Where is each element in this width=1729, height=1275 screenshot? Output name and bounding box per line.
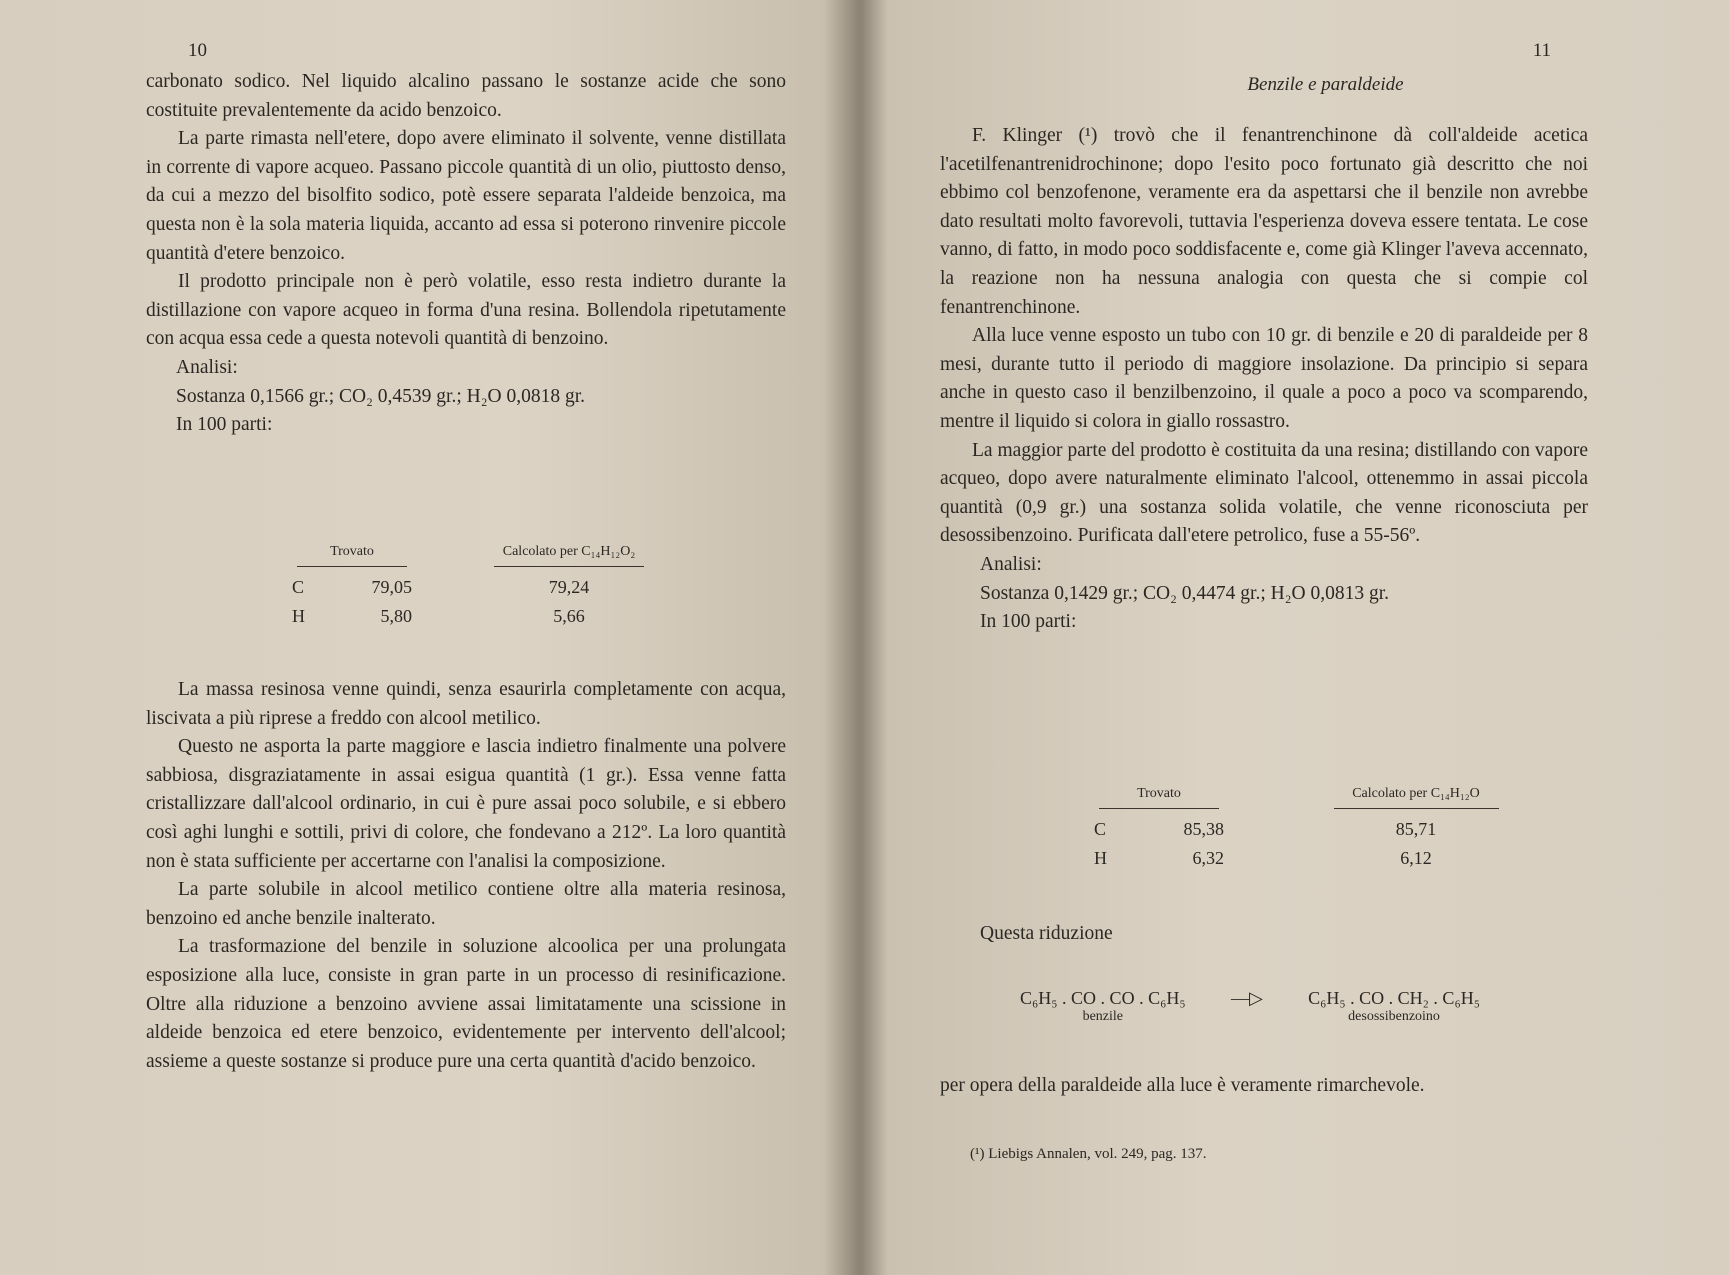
right-text-block-1: [940, 122, 1588, 637]
results-table-right: [1086, 782, 1514, 873]
equation-left: C₆H₅ . CO . CO . C₆H₅: [1020, 988, 1186, 1008]
calc-cell: 79,24: [548, 577, 590, 597]
reaction-arrow-icon: —▷: [1230, 988, 1263, 1008]
equation-right-label: desossibenzoino: [1348, 1009, 1440, 1024]
found-cell: 85,38: [1183, 819, 1224, 839]
analisi-label: Analisi:: [980, 553, 1042, 575]
calcolato-header: Calcolato per C₁₄H₁₂O₂: [502, 544, 636, 559]
paragraph: La massa resinosa venne quindi, senza esaurirla completamente con acqua, liscivata a più riprese a freddo con alcool metilico.: [146, 679, 786, 729]
riduzione-label: Questa riduzione: [980, 923, 1113, 944]
running-head: Benzile e paraldeide: [1247, 74, 1404, 95]
trovato-header: Trovato: [1137, 786, 1181, 801]
closing-line: per opera della paraldeide alla luce è veramente rimarchevole.: [940, 1075, 1425, 1096]
right-page: [862, 0, 1729, 1275]
calcolato-header: Calcolato per C₁₄H₁₂O: [1352, 786, 1480, 801]
sostanza-line: Sostanza 0,1429 gr.; CO₂ 0,4474 gr.; H₂O 0,0813 gr.: [980, 582, 1390, 604]
found-cell: 5,80: [380, 606, 412, 626]
sostanza-line: Sostanza 0,1566 gr.; CO₂ 0,4539 gr.; H₂O 0,0818 gr.: [176, 385, 586, 407]
calc-cell: 5,66: [553, 606, 585, 626]
paragraph: La maggior parte del prodotto è costituita da una resina; distillando con vapore acqueo, dopo avere naturalmente eliminato l'alcool, ottenemmo in assai piccola quantità (0,9 gr.) una sostanza solida volatile, che venne riconosciuta per desossibenzoino. Purificata dall'etere petrolico, fuse a 55-56º.: [940, 439, 1588, 547]
element-cell: C: [1094, 819, 1107, 839]
reaction-equation: [1020, 988, 1480, 1025]
paragraph: Alla luce venne esposto un tubo con 10 gr. di benzile e 20 di paraldeide per 8 mesi, durante tutto il periodo di maggiore insolazione. Da principio si separa anche in questo caso il benzilbenzoino, il quale a poco a poco va scomparendo, mentre il liquido si colora in giallo rossastro.: [940, 325, 1588, 432]
element-cell: H: [292, 606, 305, 626]
paragraph: carbonato sodico. Nel liquido alcalino passano le sostanze acide che sono costituite prevalentemente da acido benzoico.: [146, 71, 786, 121]
footnote: (¹) Liebigs Annalen, vol. 249, pag. 137.: [970, 1146, 1207, 1162]
found-cell: 6,32: [1192, 848, 1224, 868]
paragraph: La trasformazione del benzile in soluzione alcoolica per una prolungata esposizione alla luce, consiste in gran parte in un processo di resinificazione. Oltre alla riduzione a benzoino avviene assai limitatamente una scissione in aldeide benzoica ed etere benzoico, evidentemente per intervento dell'alcool; assieme a queste sostanze si produce pure una certa quantità d'acido benzoico.: [146, 936, 786, 1072]
paragraph: La parte rimasta nell'etere, dopo avere eliminato il solvente, venne distillata in corrente di vapore acqueo. Passano piccole quantità di un olio, piuttosto denso, da cui a mezzo del bisolfito sodico, potè essere separata l'aldeide benzoica, ma questa non è la sola materia liquida, accanto ad essa si poterono rinvenire piccole quantità d'etere benzoico.: [146, 128, 786, 264]
analisi-label: Analisi:: [176, 356, 238, 378]
element-cell: C: [292, 577, 305, 597]
found-cell: 79,05: [371, 577, 412, 597]
page-number-left: 10: [188, 40, 207, 61]
equation-right: C₆H₅ . CO . CH₂ . C₆H₅: [1308, 988, 1480, 1008]
page-number-right: 11: [1532, 40, 1551, 61]
left-text-block-2: [146, 676, 786, 1076]
calc-cell: 85,71: [1395, 819, 1437, 839]
paragraph: Questo ne asporta la parte maggiore e lascia indietro finalmente una polvere sabbiosa, disgraziatamente in assai esigua quantità (1 gr.). Essa venne fatta cristallizzare dall'alcool ordinario, in cui è pure assai poco solubile, e si ebbero così aghi lunghi e sottili, privi di colore, che fondevano a 212º. La loro quantità non è stata sufficiente per accertarne con l'analisi la composizione.: [146, 736, 786, 872]
table-row: [284, 573, 662, 602]
in-100-parti: In 100 parti:: [176, 414, 273, 436]
paragraph: La parte solubile in alcool metilico contiene oltre alla materia resinosa, benzoino ed anche benzile inalterato.: [146, 879, 786, 929]
trovato-header: Trovato: [330, 544, 374, 559]
calc-cell: 6,12: [1400, 848, 1432, 868]
table-row: [1086, 844, 1514, 873]
table-row: [1086, 815, 1514, 844]
paragraph: F. Klinger (¹) trovò che il fenantrenchinone dà coll'aldeide acetica l'acetilfenantrenidrochinone; dopo l'esito poco fortunato già descritto che noi ebbimo col benzofenone, veramente era da aspettarsi che il benzile non avrebbe dato resultati molto favorevoli, tuttavia l'esperienza doveva essere tentata. Le cose vanno, di fatto, in modo poco soddisfacente e, come già Klinger l'aveva accennato, la reazione non ha nessuna analogia con questa che si compie col fenantrenchinone.: [940, 125, 1588, 318]
equation-left-label: benzile: [1082, 1009, 1124, 1024]
in-100-parti: In 100 parti:: [980, 611, 1077, 633]
paragraph: Il prodotto principale non è però volatile, esso resta indietro durante la distillazione con vapore acqueo in forma d'una resina. Bollendola ripetutamente con acqua essa cede a questa notevoli quantità di benzoino.: [146, 271, 786, 350]
element-cell: H: [1094, 848, 1107, 868]
left-text-block-1: [146, 68, 786, 440]
left-page: [0, 0, 858, 1275]
results-table-left: [284, 540, 662, 631]
table-row: [284, 602, 662, 631]
